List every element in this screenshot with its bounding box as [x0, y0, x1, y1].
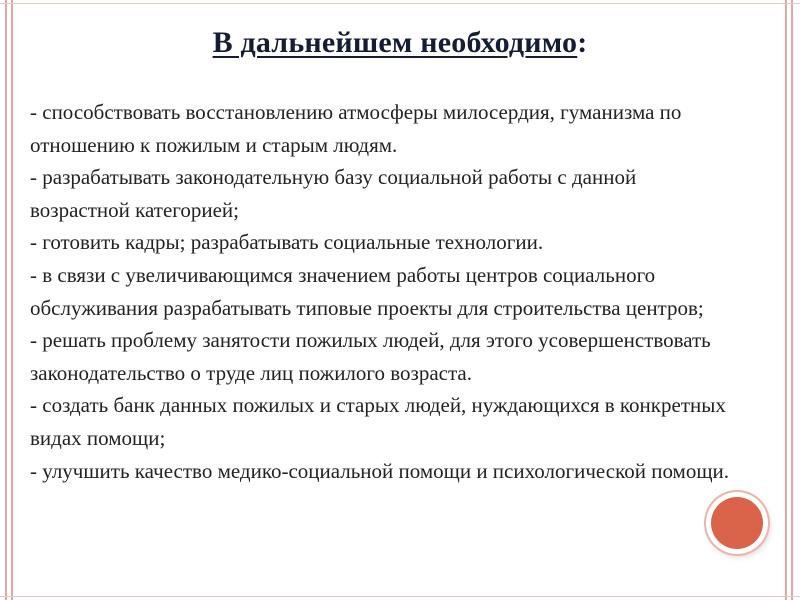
- frame-line-right-inner: [785, 0, 787, 600]
- slide-title-main: В дальнейшем необходимо: [212, 26, 578, 59]
- decorative-circle-icon: [711, 497, 763, 549]
- list-item: - улучшить качество медико-социальной помощи и психологической помощи.: [30, 458, 729, 483]
- list-item: - разрабатывать законодательную базу социальной работы с данной возрастной категорией;: [30, 165, 637, 222]
- list-item: - решать проблему занятости пожилых людей, для этого усовершенствовать законодательство о труде лиц пожилого возраста.: [30, 328, 711, 385]
- frame-line-right-outer: [791, 0, 793, 600]
- list-item: - создать банк данных пожилых и старых людей, нуждающихся в конкретных видах помощи;: [30, 393, 726, 450]
- slide-title: [0, 26, 800, 60]
- slide-body: [30, 96, 730, 487]
- frame-line-left-inner: [11, 0, 13, 600]
- frame-line-left-outer: [5, 0, 7, 600]
- frame-line-top: [0, 3, 800, 4]
- list-item: - способствовать восстановлению атмосферы милосердия, гуманизма по отношению к пожилым и старым людям.: [30, 100, 682, 157]
- slide-title-suffix: :: [577, 26, 588, 59]
- list-item: - готовить кадры; разрабатывать социальные технологии.: [30, 230, 544, 255]
- frame-line-bottom: [0, 596, 800, 597]
- list-item: - в связи с увеличивающимся значением работы центров социального обслуживания разрабатывать типовые проекты для строительства центров;: [30, 262, 704, 320]
